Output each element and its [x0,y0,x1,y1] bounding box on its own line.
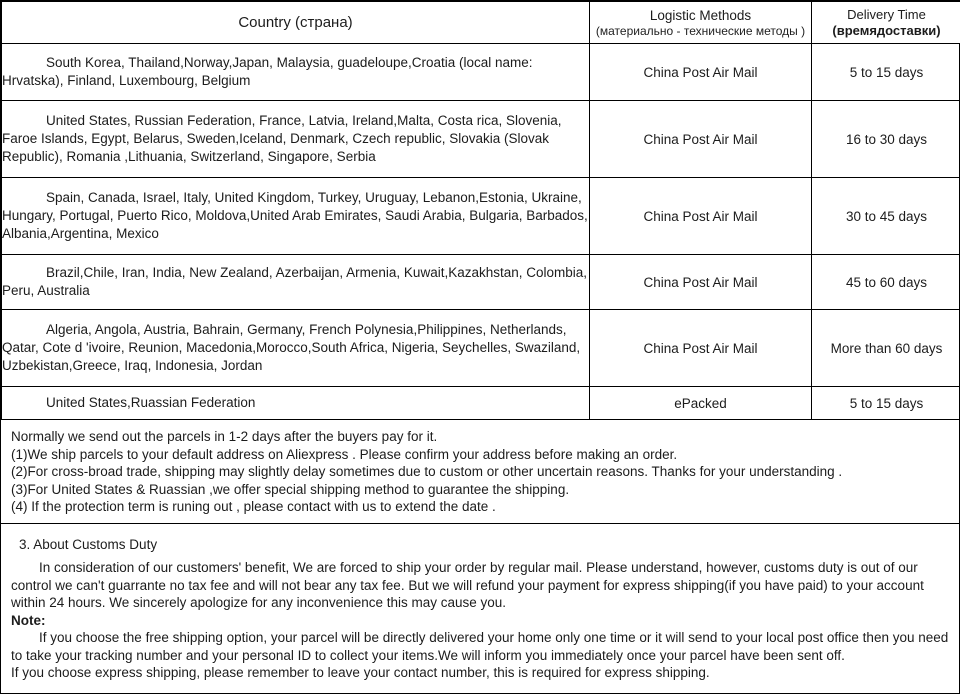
logistic-methods-title: Logistic Methods [649,7,752,23]
countries-cell: South Korea, Thailand,Norway,Japan, Malaysia, guadeloupe,Croatia (local name: Hrvatska), Finland, Luxembourg, Belgium [2,44,590,101]
logistic-method-cell: China Post Air Mail [590,178,812,255]
shipping-note-item: (1)We ship parcels to your default address on Aliexpress . Please confirm your address before making an order. [11,446,678,462]
country-column-header: Country (страна) [2,2,590,44]
logistic-methods-subtitle: (материально - технические методы ) [595,23,806,38]
logistic-methods-column-header [590,2,812,44]
table-row [2,178,960,255]
delivery-time-cell: 45 to 60 days [812,255,960,310]
logistic-method-cell: China Post Air Mail [590,101,812,178]
shipping-note-item: (4) If the protection term is runing out , please contact with us to extend the date . [11,499,496,514]
countries-cell: Algeria, Angola, Austria, Bahrain, Germany, French Polynesia,Philippines, Netherlands, Qatar, Cote d 'ivoire, Reunion, Macedonia,Morocco,South Africa, Nigeria, Seychelles, Swaziland, Uzbekistan,Greece, Iraq, Indonesia, Jordan [2,310,590,387]
shipping-table [1,1,960,420]
table-row [2,255,960,310]
customs-duty-heading: 3. About Customs Duty [19,536,158,552]
shipping-note-item: (2)For cross-broad trade, shipping may slightly delay sometimes due to custom or other uncertain reasons. Thanks for your understanding . [11,464,843,479]
countries-cell: United States, Russian Federation, France, Latvia, Ireland,Malta, Costa rica, Slovenia, Faroe Islands, Egypt, Belarus, Sweden,Iceland, Denmark, Czech republic, Slovakia (Slovak Republic), Romania ,Lithuania, Switzerland, Singapore, Serbia [2,101,590,178]
delivery-time-cell: 30 to 45 days [812,178,960,255]
shipping-note-intro: Normally we send out the parcels in 1-2 days after the buyers pay for it. [11,429,438,444]
delivery-time-column-header [812,2,960,44]
delivery-time-cell: 16 to 30 days [812,101,960,178]
countries-cell: Spain, Canada, Israel, Italy, United Kingdom, Turkey, Uruguay, Lebanon,Estonia, Ukraine, Hungary, Portugal, Puerto Rico, Moldova,United Arab Emirates, Saudi Arabia, Bulgaria, Barbados, Albania,Argentina, Mexico [2,178,590,255]
logistic-method-cell: China Post Air Mail [590,310,812,387]
delivery-time-title: Delivery Time [847,7,926,22]
express-shipping-note-line: If you choose express shipping, please remember to leave your contact number, this is required for express shipping. [11,665,710,680]
customs-duty-section [1,524,959,692]
delivery-time-cell: 5 to 15 days [812,387,960,420]
table-row [2,44,960,101]
countries-cell: United States,Ruassian Federation [2,387,590,420]
shipping-notes-section [1,420,959,524]
table-row [2,387,960,420]
delivery-time-cell: More than 60 days [812,310,960,387]
table-row [2,310,960,387]
countries-cell: Brazil,Chile, Iran, India, New Zealand, Azerbaijan, Armenia, Kuwait,Kazakhstan, Colombia, Peru, Australia [2,255,590,310]
free-shipping-note-paragraph: If you choose the free shipping option, your parcel will be directly delivered your home only one time or it will send to your local post office then you need to take your tracking number and your personal ID to collect your items.We will inform you immediately once your parcel have been sent off. [11,630,949,663]
logistic-method-cell: China Post Air Mail [590,255,812,310]
logistic-method-cell: China Post Air Mail [590,44,812,101]
logistic-method-cell: ePacked [590,387,812,420]
note-label: Note: [11,612,46,628]
table-header-row [2,2,960,44]
delivery-time-subtitle: (времядоставки) [832,23,941,38]
delivery-time-cell: 5 to 15 days [812,44,960,101]
shipping-note-item: (3)For United States & Ruassian ,we offer special shipping method to guarantee the shipping. [11,481,570,497]
table-row [2,101,960,178]
customs-duty-paragraph: In consideration of our customers' benefit, We are forced to ship your order by regular mail. Please understand, however, customs duty is out of our control we can't guarrante no tax fee and will not bear any tax fee. But we will refund your payment for express shipping(if you have paid) to your account within 24 hours. We sincerely apologize for any inconvenience this may cause you. [11,560,924,610]
